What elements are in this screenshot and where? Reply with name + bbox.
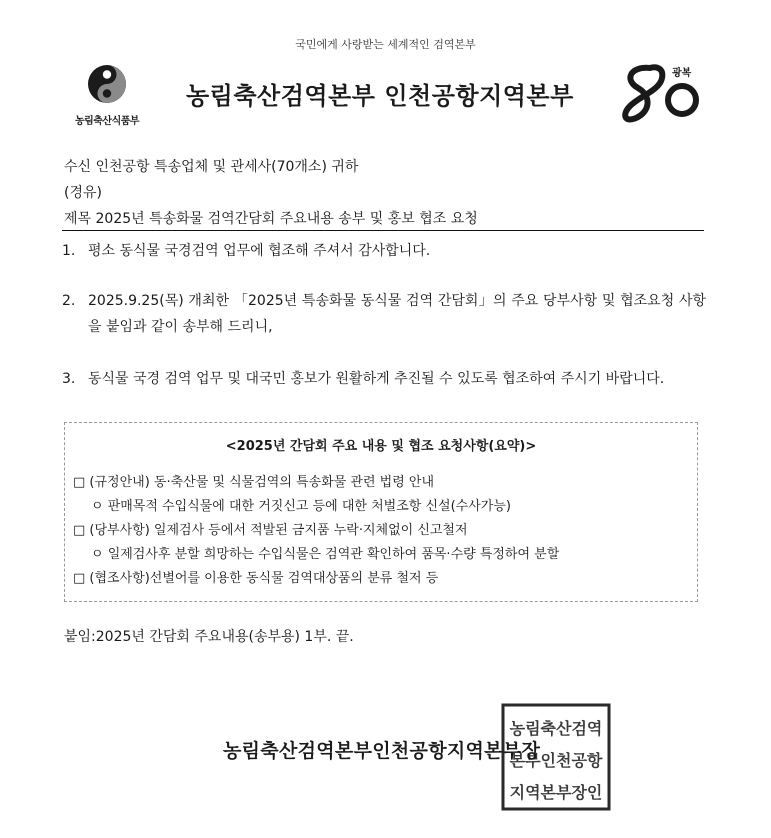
signer-title: 농림축산검역본부인천공항지역본부장 [223, 740, 541, 762]
paragraph-3-text: 동식물 국경 검역 업무 및 대국민 홍보가 원활하게 추진될 수 있도록 협조하여 주시기 바랍니다. [88, 371, 665, 387]
summary-subitem: ㅇ 일제검사후 분할 희망하는 수입식물은 검역관 확인하여 품목·수량 특정하여 분할 [91, 547, 560, 562]
header-divider [62, 230, 704, 231]
summary-item: □ (당부사항) 일제검사 등에서 적발된 금지품 누락·지체없이 신고철저 [73, 523, 468, 538]
seal-line-3: 지역본부장인 [509, 783, 603, 802]
paragraph-2-number: 2. [62, 293, 76, 309]
via-line: (경유) [64, 185, 102, 201]
subject-line: 제목 2025년 특송화물 검역간담회 주요내용 송부 및 홍보 협조 요청 [64, 211, 478, 227]
paragraph-3 [62, 366, 706, 392]
summary-box [64, 422, 698, 602]
summary-title: <2025년 간담회 주요 내용 및 협조 요청사항(요약)> [225, 439, 537, 454]
paragraph-1-text: 평소 동식물 국경검역 업무에 협조해 주셔서 감사합니다. [88, 243, 431, 259]
seal-line-2: 본부인천공항 [509, 751, 603, 770]
paragraph-1-number: 1. [62, 243, 76, 259]
attachment-line: 붙임:2025년 간담회 주요내용(송부용) 1부. 끝. [64, 629, 354, 645]
document-title: 농림축산검역본부 인천공항지역본부 [186, 82, 574, 110]
paragraph-2 [62, 288, 706, 340]
paragraph-2-text: 2025.9.25(목) 개최한 「2025년 특송화물 동식물 검역 간담회」의 주요 당부사항 및 협조요청 사항을 붙임과 같이 송부해 드리니, [88, 293, 706, 335]
summary-subitem: ㅇ 판매목적 수입식물에 대한 거짓신고 등에 대한 처벌조항 신설(수사가능) [91, 499, 511, 514]
seal-line-1: 농림축산검역 [509, 719, 603, 738]
recipient-line: 수신 인천공항 특송업체 및 관세사(70개소) 귀하 [64, 159, 359, 175]
ministry-logo-label: 농림축산식품부 [74, 116, 140, 127]
summary-item: □ (규정안내) 동·축산물 및 식물검역의 특송화물 관련 법령 안내 [73, 475, 435, 490]
summary-item: □ (협조사항)선별어를 이용한 동식물 검역대상품의 분류 철저 등 [73, 571, 439, 586]
liberation-80-mark-icon [620, 60, 710, 126]
paragraph-3-number: 3. [62, 371, 76, 387]
paragraph-1 [62, 238, 706, 264]
taegeuk-emblem-icon [85, 62, 129, 106]
liberation-mark-text: 광복 [672, 68, 692, 79]
liberation-80-logo [620, 60, 710, 126]
ministry-logo [64, 62, 150, 127]
header-motto: 국민에게 사랑받는 세계적인 검역본부 [295, 38, 476, 51]
